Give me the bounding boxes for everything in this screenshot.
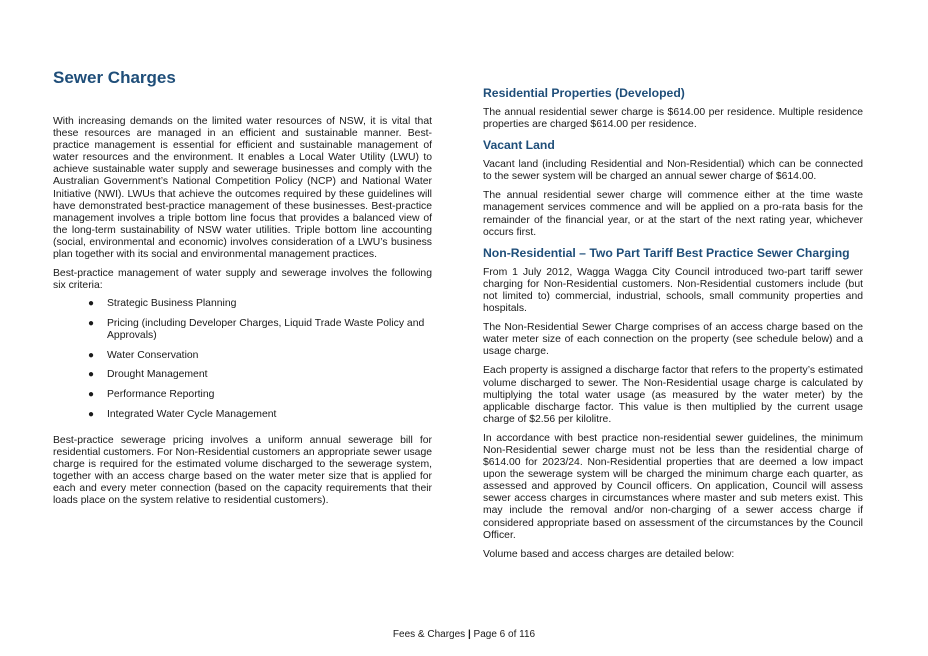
non-residential-paragraph-5: Volume based and access charges are detailed below:	[483, 548, 735, 560]
criteria-intro-paragraph: Best-practice management of water supply and sewerage involves the following six criteria:	[53, 267, 432, 291]
list-item: ● Performance Reporting	[88, 389, 215, 401]
bullet-icon: ●	[88, 408, 95, 420]
list-item: ● Pricing (including Developer Charges, Liquid Trade Waste Policy and Approvals)	[88, 318, 425, 342]
non-residential-paragraph-3: Each property is assigned a discharge factor that refers to the property’s estimated volume discharged to sewer. The Non-Residential usage charge is calculated by multiplying the total water usage (as measured by the water meter) by the applicable discharge factor. This value is then multiplied by the current usage charge of $2.56 per kilolitre.	[483, 365, 863, 425]
bullet-icon: ●	[88, 298, 95, 310]
non-residential-heading: Non-Residential – Two Part Tariff Best Practice Sewer Charging	[483, 245, 850, 260]
bullet-icon: ●	[88, 318, 95, 329]
left-column	[53, 68, 432, 514]
residential-paragraph: The annual residential sewer charge is $614.00 per residence. Multiple residence properties are charged $614.00 per residence.	[483, 107, 863, 131]
bullet-icon: ●	[88, 349, 95, 361]
residential-heading: Residential Properties (Developed)	[483, 86, 685, 100]
list-item: ● Drought Management	[88, 369, 208, 381]
intro-paragraph: With increasing demands on the limited water resources of NSW, it is vital that these resources are managed in an efficient and sustainable manner. Best-practice management is essential for efficient and sustainable management of water resources and the environment. It enables a Local Water Utility (LWU) to achieve sustainable water supply and sewerage businesses and comply with the Australian Government’s National Competition Policy (NCP) and National Water Initiative (NWI). LWUs that achieve the outcomes required by these guidelines will have demonstrated best-practice management of these businesses. Best-practice management involves a triple bottom line focus that provides a balanced view of the long-term sustainability of NSW water utilities. Triple bottom line accounting (social, environmental and economic) involves consideration of a LWU’s business plan together with its social and environmental management practices.	[53, 116, 432, 261]
footer-document-name: Fees & Charges	[392, 629, 466, 640]
page-title: Sewer Charges	[53, 68, 176, 87]
footer-separator: |	[467, 629, 471, 640]
bullet-icon: ●	[88, 389, 95, 401]
right-column	[483, 84, 863, 568]
non-residential-paragraph-1: From 1 July 2012, Wagga Wagga City Council introduced two-part tariff sewer charging for Non-Residential customers. Non-Residential customers include (but not limited to) commercial, industrial, schools, small community properties and hospitals.	[483, 266, 863, 315]
footer-page-number: Page 6 of 116	[473, 629, 536, 640]
vacant-land-heading: Vacant Land	[483, 138, 555, 153]
non-residential-paragraph-2: The Non-Residential Sewer Charge comprises of an access charge based on the water meter size of each connection on the property (see schedule below) and a usage charge.	[483, 322, 863, 358]
page-footer	[0, 629, 928, 640]
bullet-icon: ●	[88, 369, 95, 381]
vacant-land-paragraph-1: Vacant land (including Residential and Non-Residential) which can be connected to the sewer system will be charged an annual sewer charge of $614.00.	[483, 159, 863, 183]
non-residential-paragraph-4: In accordance with best practice non-residential sewer guidelines, the minimum Non-Residential sewer charge must not be less than the residential charge of $614.00 for 2023/24. Non-Residential properties that are deemed a low impact upon the sewerage system will be charged the minimum charge each quarter, as assessed and approved by Council officers. On application, Council will assess sewer access charges in circumstances where master and sub meters exist. This may include the removal and/or non-charging of a sewer access charge if considered appropriate based on assessment of the circumstances by the Council Officer.	[483, 432, 863, 541]
vacant-land-paragraph-2: The annual residential sewer charge will commence either at the time waste management services commence and will be applied on a pro-rata basis for the remainder of the financial year, or at the start of the next rating year, whichever occurs first.	[483, 190, 863, 238]
list-item: ● Integrated Water Cycle Management	[88, 408, 277, 420]
list-item: ● Strategic Business Planning	[88, 298, 237, 310]
list-item: ● Water Conservation	[88, 349, 199, 361]
pricing-paragraph: Best-practice sewerage pricing involves a uniform annual sewerage bill for residential customers. For Non-Residential customers an appropriate sewer usage charge is required for the estimated volume discharged to the sewerage system, together with an access charge based on the water meter size that is applied for each and every meter connection (based on the capacity requirements that their loads place on the system relative to residential customers).	[53, 434, 432, 507]
criteria-list	[53, 298, 432, 421]
